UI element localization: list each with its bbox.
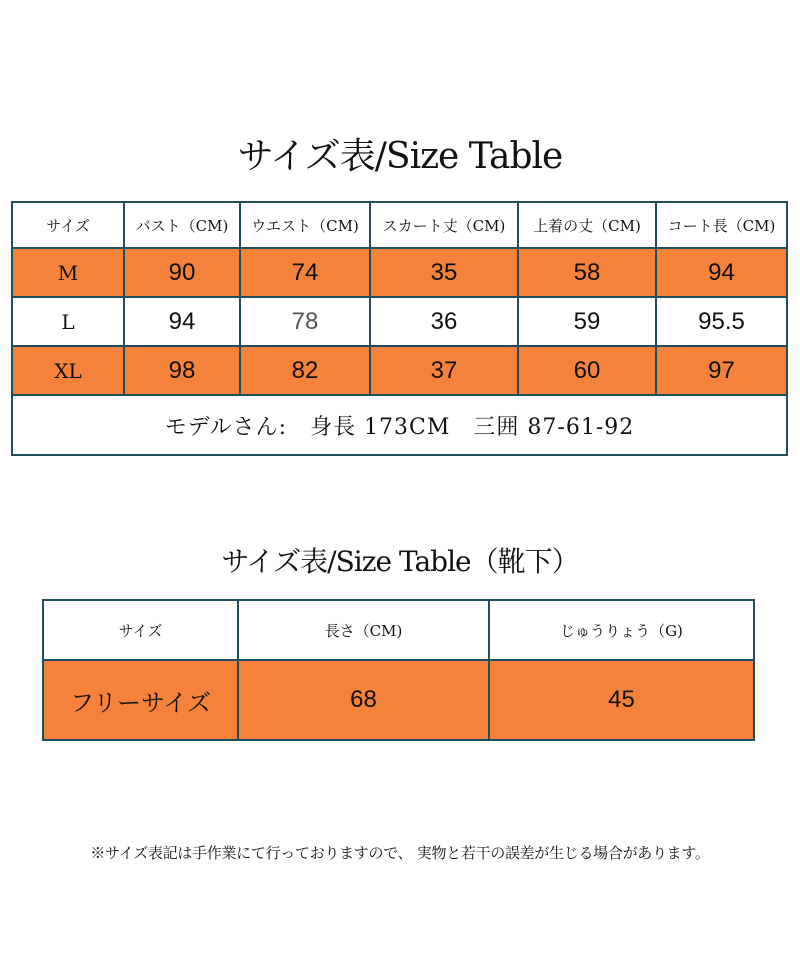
value-cell: 35	[370, 248, 518, 297]
value-cell: 78	[240, 297, 370, 346]
table-row	[43, 660, 754, 740]
socks-size-table-title: サイズ表/Size Table（靴下）	[221, 545, 579, 578]
header-coat-length: コート長（CM)	[656, 202, 787, 248]
header-size: サイズ	[12, 202, 124, 248]
value-cell: 58	[518, 248, 656, 297]
disclaimer-note: ※サイズ表記は手作業にて行っておりますので、 実物と若干の誤差が生じる場合があります。	[90, 844, 710, 862]
header-length: 長さ（CM)	[238, 600, 489, 660]
value-cell: 60	[518, 346, 656, 395]
value-cell: 82	[240, 346, 370, 395]
header-jacket-length: 上着の丈（CM)	[518, 202, 656, 248]
value-cell: 95.5	[656, 297, 787, 346]
table-header-row	[12, 202, 787, 248]
value-cell: 45	[489, 660, 754, 740]
model-note-row	[12, 395, 787, 455]
value-cell: 37	[370, 346, 518, 395]
size-cell: M	[12, 248, 124, 297]
header-bust: バスト（CM)	[124, 202, 240, 248]
value-cell: 90	[124, 248, 240, 297]
header-weight: じゅうりょう（G)	[489, 600, 754, 660]
table-header-row	[43, 600, 754, 660]
socks-size-table	[42, 599, 755, 741]
model-note: モデルさん: 身長 173CM 三囲 87-61-92	[12, 395, 787, 455]
value-cell: 98	[124, 346, 240, 395]
value-cell: 94	[124, 297, 240, 346]
size-table	[11, 201, 788, 456]
header-size: サイズ	[43, 600, 238, 660]
table-row	[12, 346, 787, 395]
size-cell: XL	[12, 346, 124, 395]
value-cell: 59	[518, 297, 656, 346]
value-cell: 94	[656, 248, 787, 297]
value-cell: 97	[656, 346, 787, 395]
value-cell: 74	[240, 248, 370, 297]
value-cell: 68	[238, 660, 489, 740]
header-skirt-length: スカート丈（CM)	[370, 202, 518, 248]
size-table-title: サイズ表/Size Table	[237, 136, 563, 177]
value-cell: 36	[370, 297, 518, 346]
size-cell: フリーサイズ	[43, 660, 238, 740]
table-row	[12, 297, 787, 346]
size-cell: L	[12, 297, 124, 346]
table-row	[12, 248, 787, 297]
header-waist: ウエスト（CM)	[240, 202, 370, 248]
